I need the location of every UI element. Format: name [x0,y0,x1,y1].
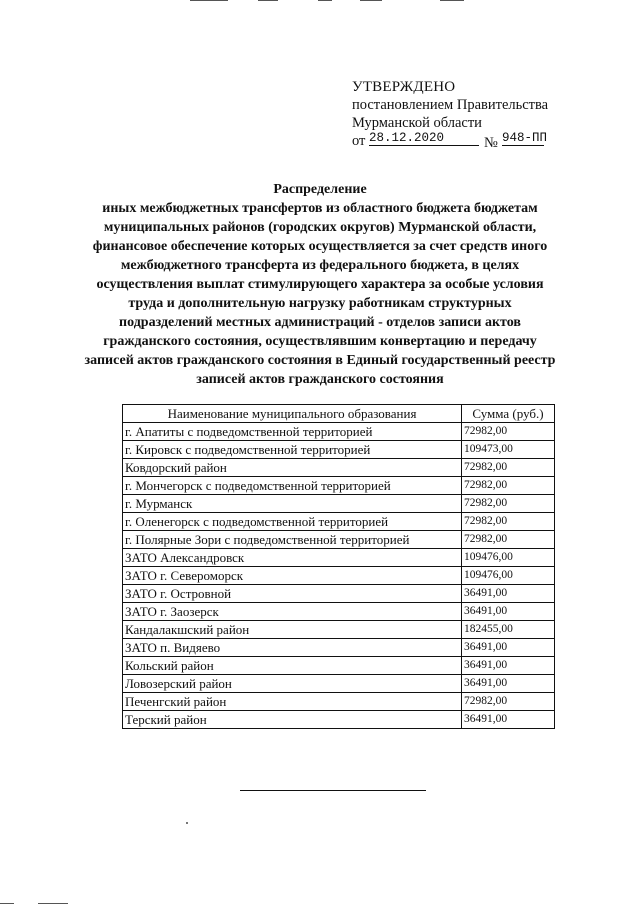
title-line: иных межбюджетных трансфертов из областного бюджета бюджетам [102,201,538,216]
municipality-cell: ЗАТО Александровск [123,549,462,567]
amount-cell: 36491,00 [462,585,555,603]
title-line: осуществления выплат стимулирующего характера за особые условия [96,277,544,292]
table-row [123,657,555,675]
table-row [123,675,555,693]
amount-cell: 72982,00 [462,495,555,513]
table-row [123,531,555,549]
table-row [123,477,555,495]
municipality-cell: г. Кировск с подведомственной территорией [123,441,462,459]
table-row [123,495,555,513]
table-row [123,423,555,441]
amount-cell: 109476,00 [462,549,555,567]
municipality-cell: г. Апатиты с подведомственной территорией [123,423,462,441]
approval-number: 948-ПП [502,131,548,145]
distribution-table [122,404,555,729]
title-line: межбюджетного трансферта из федерального бюджета, в целях [120,258,520,273]
amount-cell: 72982,00 [462,531,555,549]
municipality-cell: г. Полярные Зори с подведомственной территорией [123,531,462,549]
municipality-cell: Печенгский район [123,693,462,711]
table-row [123,693,555,711]
approval-date-number-row [352,132,602,152]
table-row [123,603,555,621]
table-row [123,711,555,729]
title-line: труда и дополнительную нагрузку работникам структурных [128,296,512,311]
amount-cell: 182455,00 [462,621,555,639]
table-row [123,639,555,657]
title-line: гражданского состояния, осуществлявшим конвертацию и передачу [103,334,537,349]
municipality-cell: Кольский район [123,657,462,675]
municipality-cell: Ловозерский район [123,675,462,693]
amount-cell: 36491,00 [462,657,555,675]
approval-block [352,78,602,152]
amount-cell: 109473,00 [462,441,555,459]
approval-line-2: Мурманской области [352,115,482,131]
table-row [123,513,555,531]
table-row [123,621,555,639]
header-municipality: Наименование муниципального образования [123,405,462,423]
approval-line-1: постановлением Правительства [352,97,549,113]
table-body [123,423,555,729]
title-line: записей актов гражданского состояния [196,372,444,387]
scan-speck [186,822,188,824]
end-rule [240,790,426,791]
approval-date: 28.12.2020 [369,129,479,146]
document-title [60,180,580,389]
municipality-cell: Терский район [123,711,462,729]
amount-cell: 36491,00 [462,675,555,693]
municipality-cell: г. Мурманск [123,495,462,513]
amount-cell: 36491,00 [462,639,555,657]
scan-edge-marks [0,0,640,6]
amount-cell: 72982,00 [462,423,555,441]
municipality-cell: ЗАТО г. Островной [123,585,462,603]
table-row [123,549,555,567]
municipality-cell: Ковдорский район [123,459,462,477]
approval-stamp: УТВЕРЖДЕНО [352,79,456,95]
table-row [123,585,555,603]
title-line: муниципальных районов (городских округов) Мурманской области, [103,220,537,235]
amount-cell: 36491,00 [462,603,555,621]
municipality-cell: ЗАТО г. Заозерск [123,603,462,621]
title-line: подразделений местных администраций - отделов записи актов [119,315,521,330]
municipality-cell: г. Оленегорск с подведомственной территорией [123,513,462,531]
amount-cell: 72982,00 [462,513,555,531]
title-line: финансовое обеспечение которых осуществляется за счет средств иного [92,239,548,254]
title-heading: Распределение [273,182,367,197]
amount-cell: 72982,00 [462,459,555,477]
table-row [123,441,555,459]
amount-cell: 36491,00 [462,711,555,729]
municipality-cell: ЗАТО п. Видяево [123,639,462,657]
title-line: записей актов гражданского состояния в Единый государственный реестр [84,353,556,368]
table-row [123,459,555,477]
amount-cell: 72982,00 [462,693,555,711]
title-lines [60,199,580,389]
municipality-cell: Кандалакшский район [123,621,462,639]
date-prefix: от [352,133,366,149]
amount-cell: 72982,00 [462,477,555,495]
table-header-row [123,405,555,423]
number-label: № [484,135,498,151]
amount-cell: 109476,00 [462,567,555,585]
municipality-cell: г. Мончегорск с подведомственной территорией [123,477,462,495]
header-amount: Сумма (руб.) [462,405,555,423]
table-row [123,567,555,585]
municipality-cell: ЗАТО г. Североморск [123,567,462,585]
